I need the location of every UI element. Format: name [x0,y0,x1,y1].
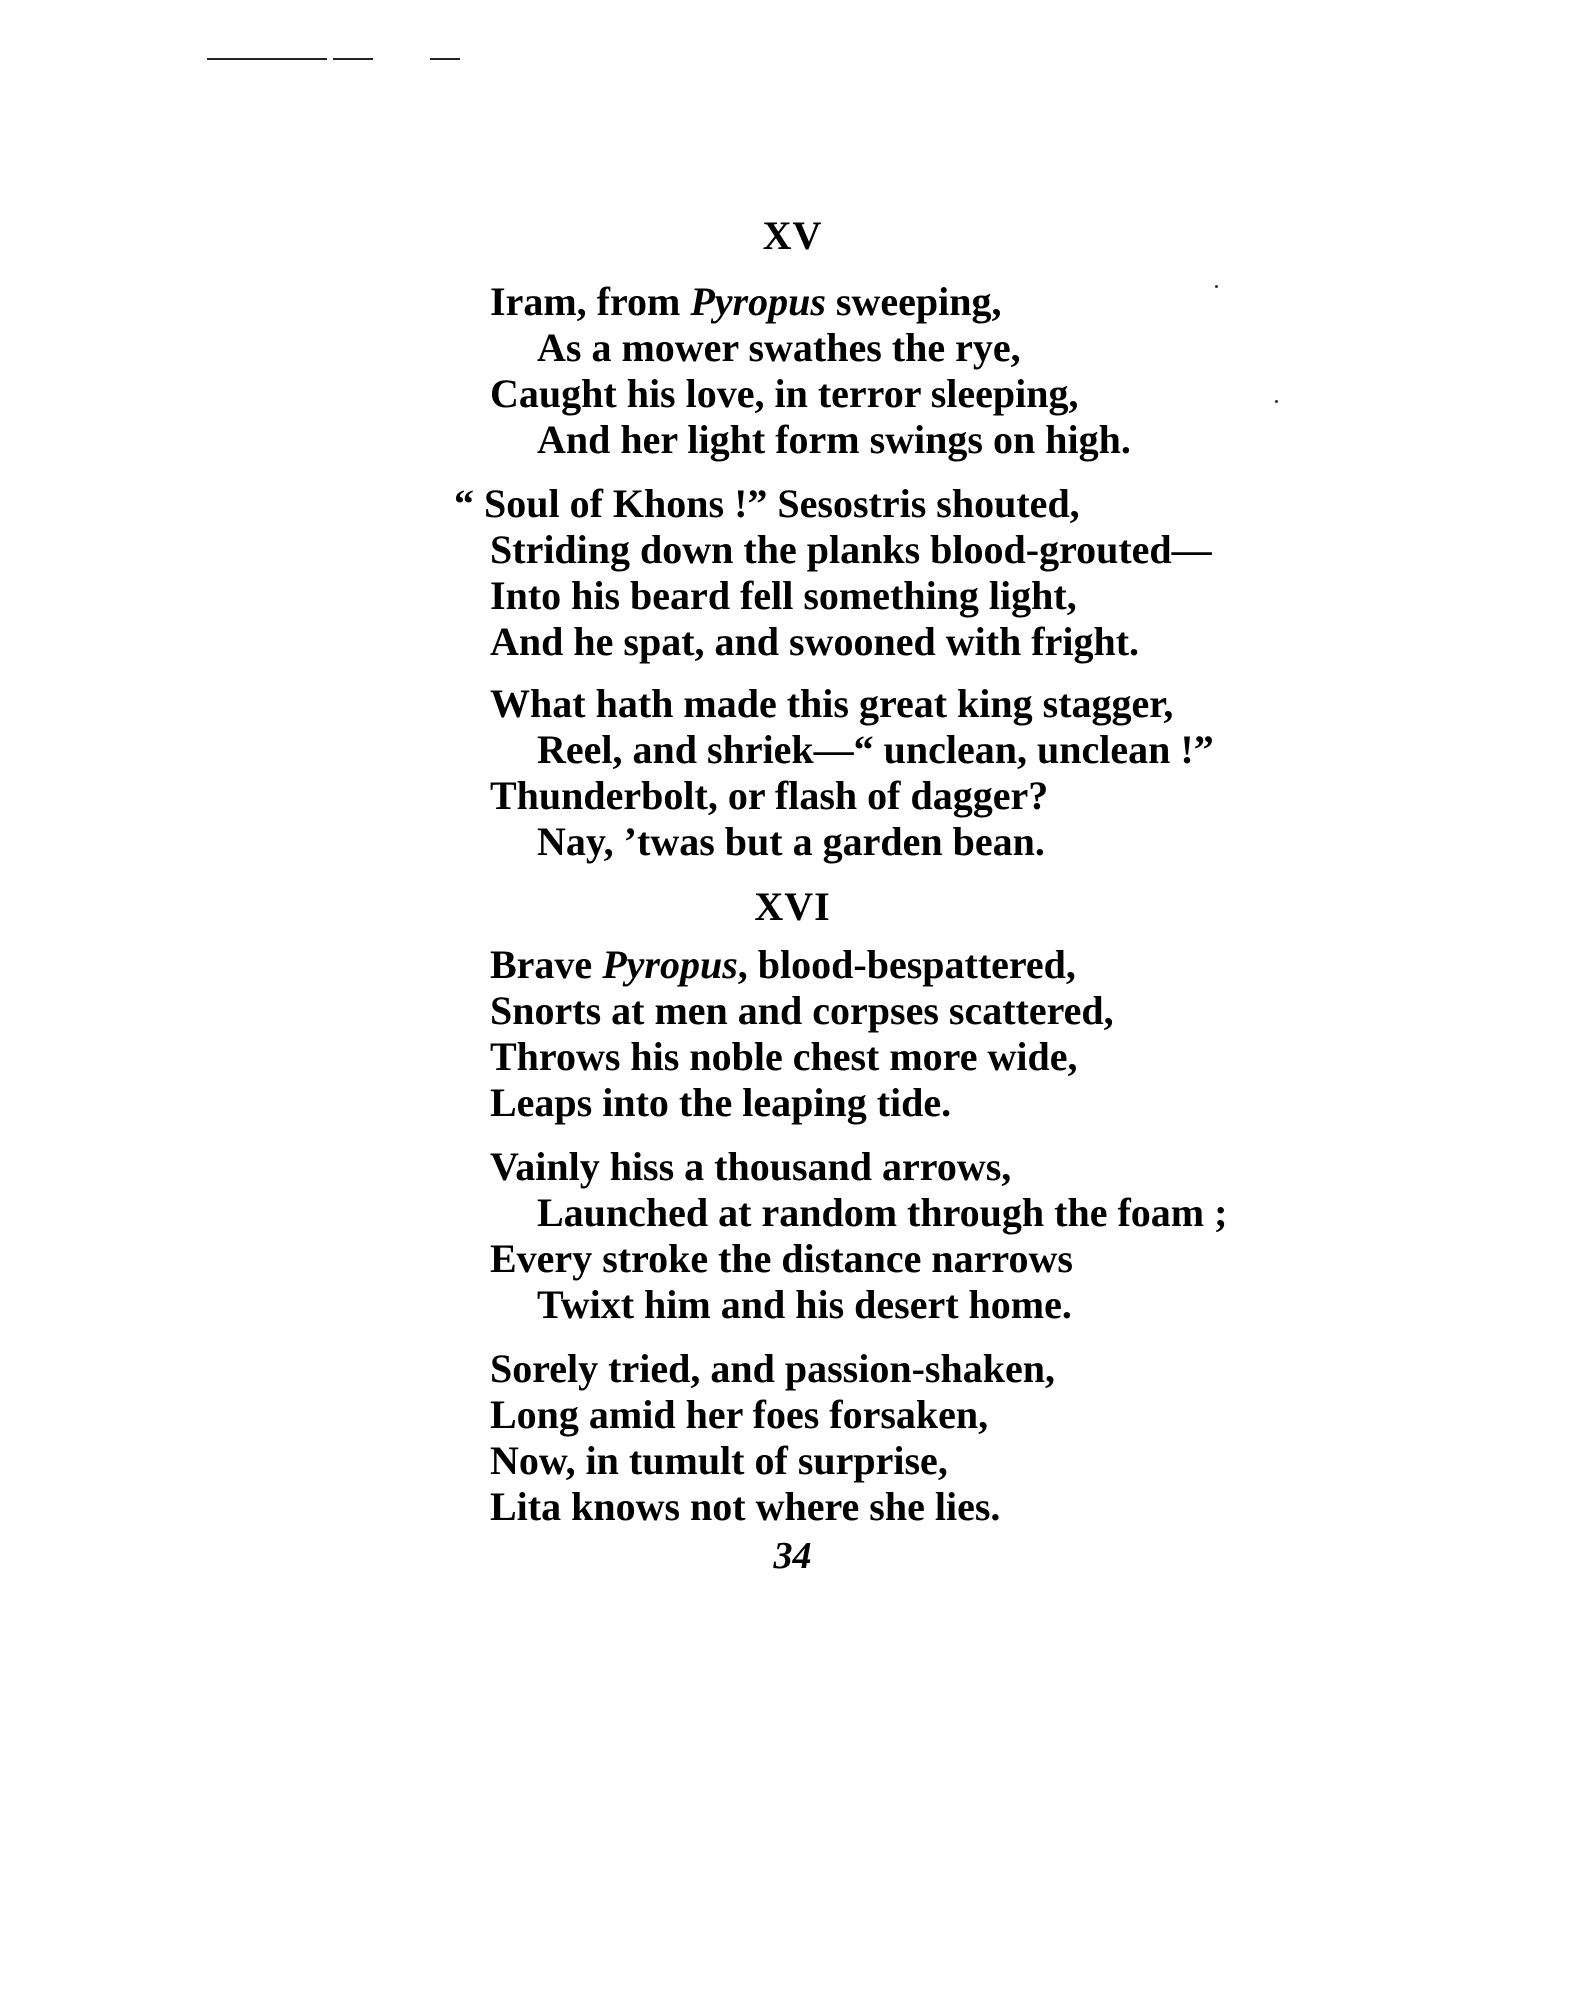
verse-line [490,1190,1550,1236]
line-text: “ Soul of Khons !” Sesostris shouted, [454,481,1080,526]
section-heading: XVI [754,884,831,929]
line-text: And her light form swings on high. [537,417,1131,462]
verse-line [490,988,1550,1034]
line-text: Thunderbolt, or flash of dagger? [490,773,1049,818]
verse-line [490,1080,1550,1126]
scan-artifact [207,58,327,60]
line-text: Launched at random through the foam ; [537,1190,1228,1235]
line-text: Every stroke the distance narrows [490,1236,1073,1281]
verse-line [490,417,1550,463]
verse-line [490,1438,1550,1484]
page-number: 34 [773,1535,812,1577]
line-text: Twixt him and his desert home. [537,1282,1072,1327]
verse-line [490,573,1550,619]
verse-line [490,1034,1550,1080]
verse-line [454,481,1550,527]
line-text: And he spat, and swooned with fright. [490,619,1140,664]
line-text: Sorely tried, and passion-shaken, [490,1346,1055,1391]
verse-line [490,727,1550,773]
scan-artifact [430,58,460,60]
verse-line [490,773,1550,819]
verse-line [490,371,1550,417]
verse-line [490,681,1550,727]
scan-artifact [333,58,373,60]
line-text: Iram, from [490,279,691,324]
line-text: Reel, and shriek—“ unclean, unclean !” [537,727,1214,772]
verse-line [490,279,1550,325]
line-text: Leaps into the leaping tide. [490,1080,952,1125]
line-text: sweeping, [825,279,1002,324]
line-text: What hath made this great king stagger, [490,681,1174,726]
line-text: Into his beard fell something light, [490,573,1077,618]
line-text: , blood-bespattered, [737,942,1076,987]
stanza [490,942,1550,1126]
verse-line [490,1346,1550,1392]
line-text: As a mower swathes the rye, [537,325,1021,370]
line-text-italic: Pyropus [690,279,826,324]
verse-line [490,1392,1550,1438]
line-text: Snorts at men and corpses scattered, [490,988,1114,1033]
line-text: Lita knows not where she lies. [490,1484,1001,1529]
verse-line [490,1484,1550,1530]
line-text: Now, in tumult of surprise, [490,1438,948,1483]
verse-line [490,325,1550,371]
verse-line [490,619,1550,665]
verse-line [490,1282,1550,1328]
line-text: Long amid her foes forsaken, [490,1392,989,1437]
line-text: Striding down the planks blood-grouted— [490,527,1212,572]
line-text: Brave [490,942,603,987]
stanza [454,481,1550,665]
line-text: Caught his love, in terror sleeping, [490,371,1079,416]
stanza [490,279,1550,463]
stanza [490,681,1550,865]
stanza [490,1144,1550,1328]
section-heading: XV [762,213,823,258]
line-text: Throws his noble chest more wide, [490,1034,1078,1079]
line-text: Nay, ’twas but a garden bean. [537,819,1045,864]
stanza [490,1346,1550,1530]
line-text-italic: Pyropus [602,942,738,987]
line-text: Vainly hiss a thousand arrows, [490,1144,1012,1189]
verse-line [490,527,1550,573]
verse-line [490,942,1550,988]
verse-line [490,1236,1550,1282]
verse-line [490,1144,1550,1190]
verse-line [490,819,1550,865]
